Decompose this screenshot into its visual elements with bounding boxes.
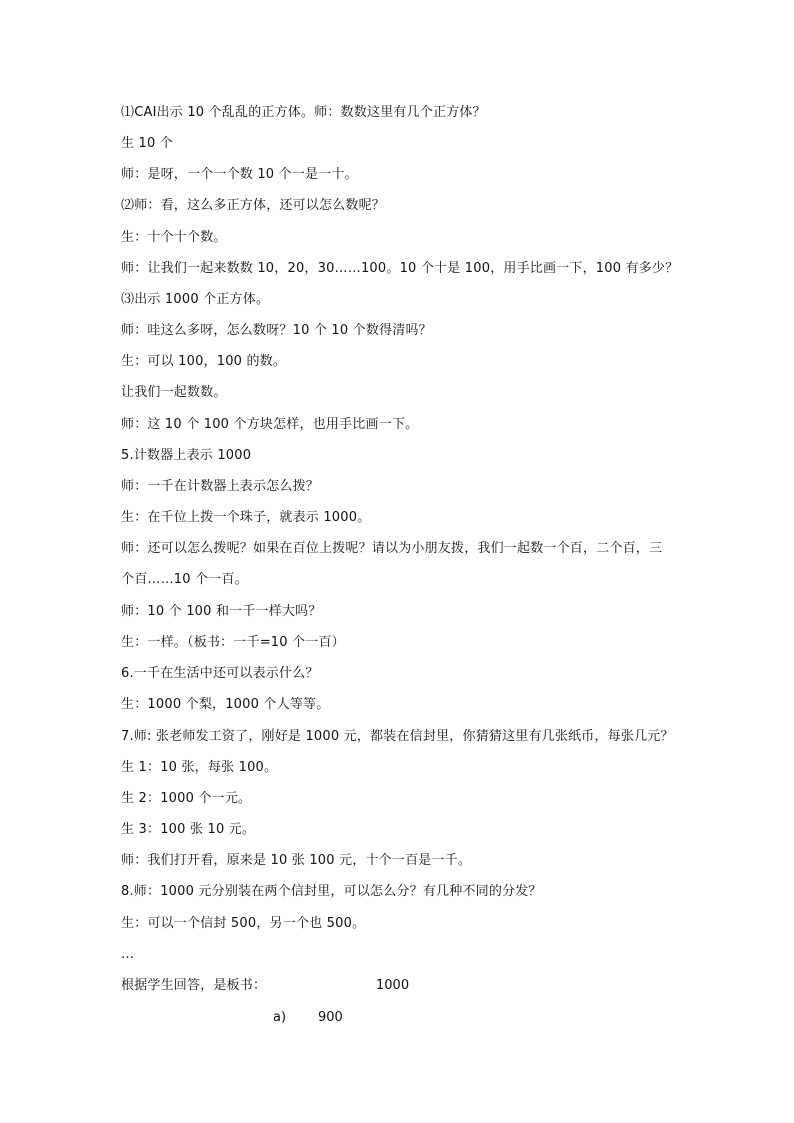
text-line: 生 3：100 张 10 元。 <box>121 822 256 837</box>
text-line: ⑴CAI出示 10 个乱乱的正方体。师：数数这里有几个正方体？ <box>121 105 486 120</box>
board-total: 1000 <box>376 978 410 993</box>
text-line: … <box>121 947 135 962</box>
text-line: 师：一千在计数器上表示怎么拨？ <box>121 479 320 494</box>
text-line: 生：可以 100，100 的数。 <box>121 354 287 369</box>
text-line: 5.计数器上表示 1000 <box>121 448 252 463</box>
text-line: 师：我们打开看，原来是 10 张 100 元，十个一百是一千。 <box>121 853 472 868</box>
text-line: 生：一样。（板书：一千=10 个一百） <box>121 635 345 650</box>
text-line: 师：让我们一起来数数 10，20，30……100。10 个十是 100，用手比画一下，100 有多少？ <box>121 261 679 276</box>
board-item-value: 900 <box>318 1010 343 1025</box>
text-line: 生：十个十个数。 <box>121 230 227 245</box>
text-line: 7.师: 张老师发工资了，刚好是 1000 元，都装在信封里，你猜猜这里有几张纸币，每张几元？ <box>121 729 674 744</box>
text-line: ⑶出示 1000 个正方体。 <box>121 292 270 307</box>
text-line: 师：哇这么多呀，怎么数呀？10 个 10 个数得清吗？ <box>121 323 432 338</box>
text-line: 师：还可以怎么拨呢？如果在百位上拨呢？请以为小朋友拨，我们一起数一个百，二个百，三 <box>121 541 663 556</box>
board-item-label: a) <box>273 1010 287 1025</box>
text-line: 生：可以一个信封 500，另一个也 500。 <box>121 916 366 931</box>
text-line: 生：在千位上拨一个珠子，就表示 1000。 <box>121 510 371 525</box>
text-line: 师：10 个 100 和一千一样大吗？ <box>121 604 322 619</box>
text-line: 生 10 个 <box>121 136 174 151</box>
text-line: 师：是呀，一个一个数 10 个一是一十。 <box>121 167 358 182</box>
text-line: 生 2：1000 个一元。 <box>121 791 252 806</box>
text-line: 个百……10 个一百。 <box>121 572 248 587</box>
text-line: 生：1000 个梨，1000 个人等等。 <box>121 697 330 712</box>
text-line: 根据学生回答，是板书： <box>121 978 267 993</box>
text-line: 让我们一起数数。 <box>121 385 227 400</box>
text-line: 师：这 10 个 100 个方块怎样，也用手比画一下。 <box>121 417 419 432</box>
text-line: 生 1：10 张，每张 100。 <box>121 760 278 775</box>
text-line: 6.一千在生活中还可以表示什么？ <box>121 666 319 681</box>
text-line: 8.师：1000 元分别装在两个信封里，可以怎么分？有几种不同的分发？ <box>121 884 542 899</box>
text-line: ⑵师：看，这么多正方体，还可以怎么数呢？ <box>121 198 386 213</box>
